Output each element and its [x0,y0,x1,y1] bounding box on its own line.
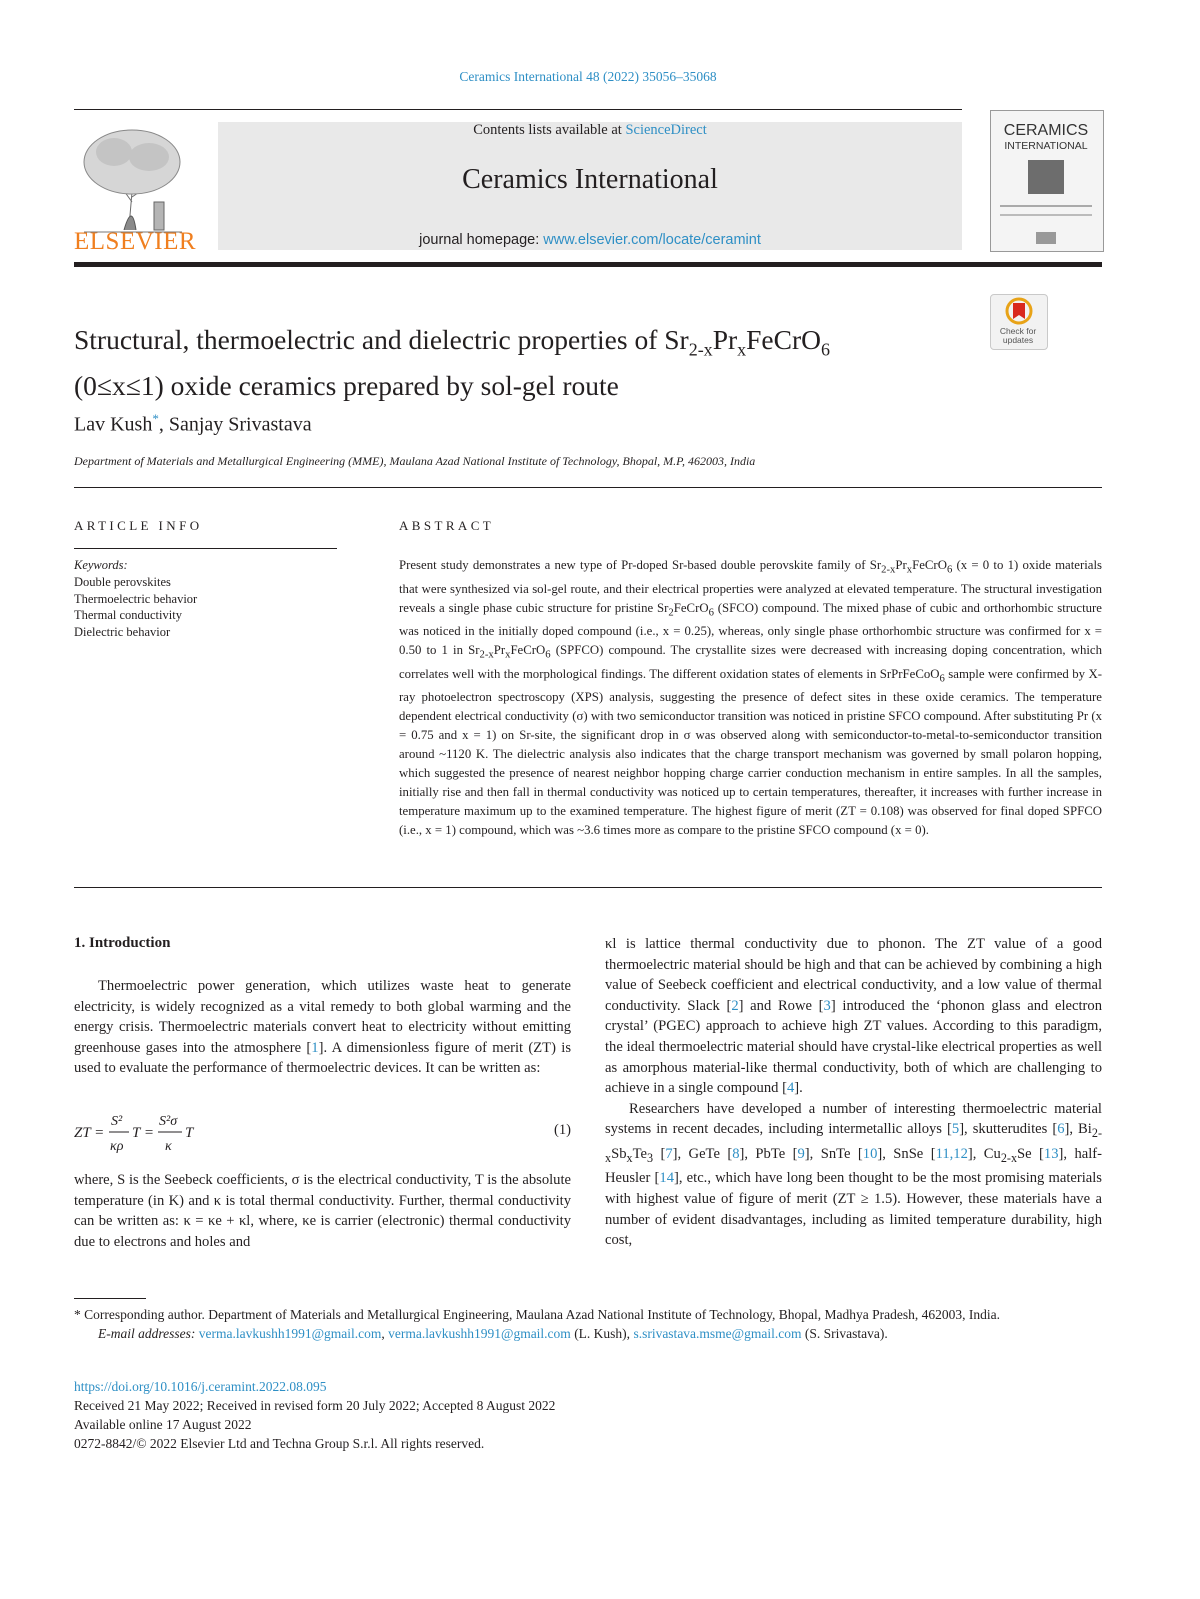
article-title: Structural, thermoelectric and dielectric properties of $Sr_{2-x}Pr_xFeCrO_6$ (0≤x≤1) oxide ceramics prepared by sol-gel route [74,324,831,401]
reference-link[interactable]: 8 [732,1145,740,1162]
reference-link[interactable]: 9 [797,1145,805,1162]
sciencedirect-link[interactable]: ScienceDirect [625,122,707,138]
reference-link[interactable]: 4 [786,1080,795,1097]
equation-1 [74,1110,571,1156]
author-list [74,411,312,437]
abstract-text: Present study demonstrates a new type of Pr-doped Sr-based double perovskite family of $Sr_{2-x}Pr_xFeCrO_6$ (x = 0 to 1) oxide materials that were synthesized via sol-gel route, and their electrical properties were analyzed at elevated temperature. The structural investigation reveals a single phase cubic structure for pristine $Sr_2FeCrO_6$ (SFCO) compound. The mixed phase of cubic and orthorhombic structure was noticed in the initially doped compound (i.e., x = 0.25), whereas, only single phase orthorhombic structure was confirmed for x = 0.50 to 1 in $Sr_{2-x}Pr_xFeCrO_6$ (SPFCO) compound. The crystallite sizes were decreased with increasing doping concentration, which correlates well with the morphological findings. The different oxidation states of elements in SrPrFeCoO$_6$ sample were confirmed by X-ray photoelectron spectroscopy (XPS) analysis, suggesting the presence of defect sites in these oxide ceramics. The temperature dependent electrical conductivity (σ) with two semiconductor transition was noticed in pristine SFCO compound. After substituting Pr (x = 0.75 and x = 1) on Sr-site, the significant drop in σ was observed along with semiconductor-to-metal-to-semiconductor transition around ~1120 K. The dielectric analysis also indicates that the charge transport mechanism was governed by small polaron hopping, which suggested the presence of nearest neighbor hopping charge carrier conduction mechanism in entire samples. In all the samples, initially rise and then fall in thermal conductivity was noticed up to certain temperatures, thereafter, it increases with further increase in temperature maximum up to the examined temperature. The highest figure of merit (ZT = 0.108) was observed for final doped SPFCO (i.e., x = 1) compound, which was ~3.6 times more as compare to the pristine SFCO compound (x = 0). [399,558,1102,838]
svg-text:T =: T = [132,1125,154,1141]
svg-text:ZT =: ZT = [74,1125,105,1141]
email-label: E-mail addresses: [98,1326,199,1341]
reference-link[interactable]: 5 [951,1121,960,1138]
svg-text:T: T [185,1125,194,1141]
keyword: Thermal conductivity [74,608,182,623]
keywords-block [74,557,197,641]
cover-title: CERAMICS [1003,122,1089,139]
email-link[interactable]: verma.lavkushh1991@gmail.com [198,1326,382,1341]
abstract-heading: ABSTRACT [399,518,495,533]
intro-paragraph-2: where, S is the Seebeck coefficients, σ is the electrical conductivity, T is the absolute temperature (in K) and κ is total thermal conductivity. Further, thermal conductivity can be written as: κ = κe + κl, where, κe is carrier (electronic) thermal conductivity due to electrons and holes and [74,1172,571,1250]
author-name[interactable]: , Sanjay Srivastava [158,413,312,436]
reference-link[interactable]: 1 [311,1039,319,1056]
abstract-rule [74,887,1102,888]
received-dates: Received 21 May 2022; Received in revised form 20 July 2022; Accepted 8 August 2022 [74,1398,556,1413]
corresponding-author-note: * Corresponding author. Department of Materials and Metallurgical Engineering, Maulana Azad National Institute of Technology, Bhopal, Madhya Pradesh, 462003, India. [74,1307,1000,1322]
copyright: 0272-8842/© 2022 Elsevier Ltd and Techna Group S.r.l. All rights reserved. [74,1436,485,1451]
doi-link[interactable]: https://doi.org/10.1016/j.ceramint.2022.08.095 [74,1379,327,1394]
reference-link[interactable]: 11,12 [935,1145,968,1162]
available-online: Available online 17 August 2022 [74,1417,252,1432]
affiliation-rule [74,487,1102,488]
reference-link[interactable]: 3 [823,997,831,1014]
equation-number: (1) [553,1122,571,1138]
journal-name: Ceramics International [462,164,718,195]
contents-line: Contents lists available at ScienceDirect [473,122,707,138]
article-metadata [74,1377,555,1453]
reference-link[interactable]: 10 [862,1145,878,1162]
homepage-link[interactable]: www.elsevier.com/locate/ceramint [543,232,761,248]
article-info-heading: ARTICLE INFO [74,518,203,533]
keyword: Dielectric behavior [74,625,171,640]
header-top-rule [74,109,962,110]
intro-column-2: κl is lattice thermal conductivity due to phonon. The ZT value of a good thermoelectric material should be high and that can be achieved by combining a high value of Seebeck coefficient and electrical conductivity, and a low value of thermal conductivity. Slack [2] and Rowe [3] introduced the ‘phonon glass and electron crystal’ (PGEC) approach to achieve high ZT values. According to this paradigm, the ideal thermoelectric material should have crystal-like electrical properties as well as amorphous material-like thermal conductivity, both of which are challenging to achieve in a single compound [4]. Researchers have developed a number of interesting thermoelectric material systems in recent decades, including intermetallic alloys [5], skutterudites [6], $Bi_{2-x}Sb_xTe_3$ [7], GeTe [8], PbTe [9], SnTe [10], SnSe [11,12], $Cu_{2-x}Se$ [13], half-Heusler [14], etc., which have long been thought to be the most promising materials with highest value of figure of merit (ZT ≥ 1.5). However, these materials have a number of evident disadvantages, including as limited temperature durability, high cost, [605,936,1102,1249]
reference-link[interactable]: 6 [1057,1121,1065,1138]
journal-reference-link[interactable]: Ceramics International 48 (2022) 35056–35068 [459,69,717,84]
cover-image [1028,160,1064,194]
footnote-rule [74,1298,146,1299]
email-link[interactable]: s.srivastava.msme@gmail.com [633,1326,802,1341]
reference-link[interactable]: 14 [659,1170,674,1187]
homepage-line: journal homepage: www.elsevier.com/locate/ceramint [419,232,761,248]
cover-text-line [1000,214,1092,216]
check-updates-label: Check for updates [999,326,1037,345]
affiliation: Department of Materials and Metallurgical Engineering (MME), Maulana Azad National Institute of Technology, Bhopal, M.P, 462003, India [74,454,756,468]
intro-paragraph-1: Thermoelectric power generation, which utilizes waste heat to generate electricity, is widely recognized as a vital remedy to both global warming and the energy crisis. Thermoelectric materials convert heat to electricity without emitting greenhouse gases into the atmosphere [1]. A dimensionless figure of merit (ZT) is used to evaluate the performance of thermoelectric devices. It can be written as: [74,978,571,1077]
cover-publisher-mark [1036,232,1056,244]
reference-link[interactable]: 7 [665,1145,673,1162]
footnote: * Corresponding author. Department of Materials and Metallurgical Engineering, Maulana Azad National Institute of Technology, Bhopal, Madhya Pradesh, 462003, India. E-mail addresses: verma.lavkushh1991@gmail.com, verma.lavkushh1991@gmail.com (L. Kush), s.srivastava.msme@gmail.com (S. Srivastava). [74,1305,1102,1343]
article-info-rule [74,548,337,549]
header-bottom-rule [74,262,1102,267]
zt-equation [74,1110,274,1156]
elsevier-wordmark: ELSEVIER [74,228,197,255]
check-updates-icon [991,295,1047,325]
keywords-label: Keywords: [74,558,128,572]
corresponding-author-mark[interactable]: * [152,411,159,426]
svg-text:S²σ: S²σ [159,1114,178,1129]
svg-text:κρ: κρ [110,1139,124,1154]
cover-subtitle: INTERNATIONAL [1004,140,1088,152]
keyword: Double perovskites [74,574,171,589]
cover-text-line [1000,205,1092,207]
keyword: Thermoelectric behavior [74,591,198,606]
svg-text:κ: κ [165,1139,172,1154]
reference-link[interactable]: 13 [1043,1145,1059,1162]
svg-text:S²: S² [111,1114,123,1129]
email-link[interactable]: verma.lavkushh1991@gmail.com [388,1326,571,1341]
section-heading-introduction: 1. Introduction [74,935,171,951]
author-name[interactable]: Lav Kush [74,413,153,436]
reference-link[interactable]: 2 [731,997,739,1014]
